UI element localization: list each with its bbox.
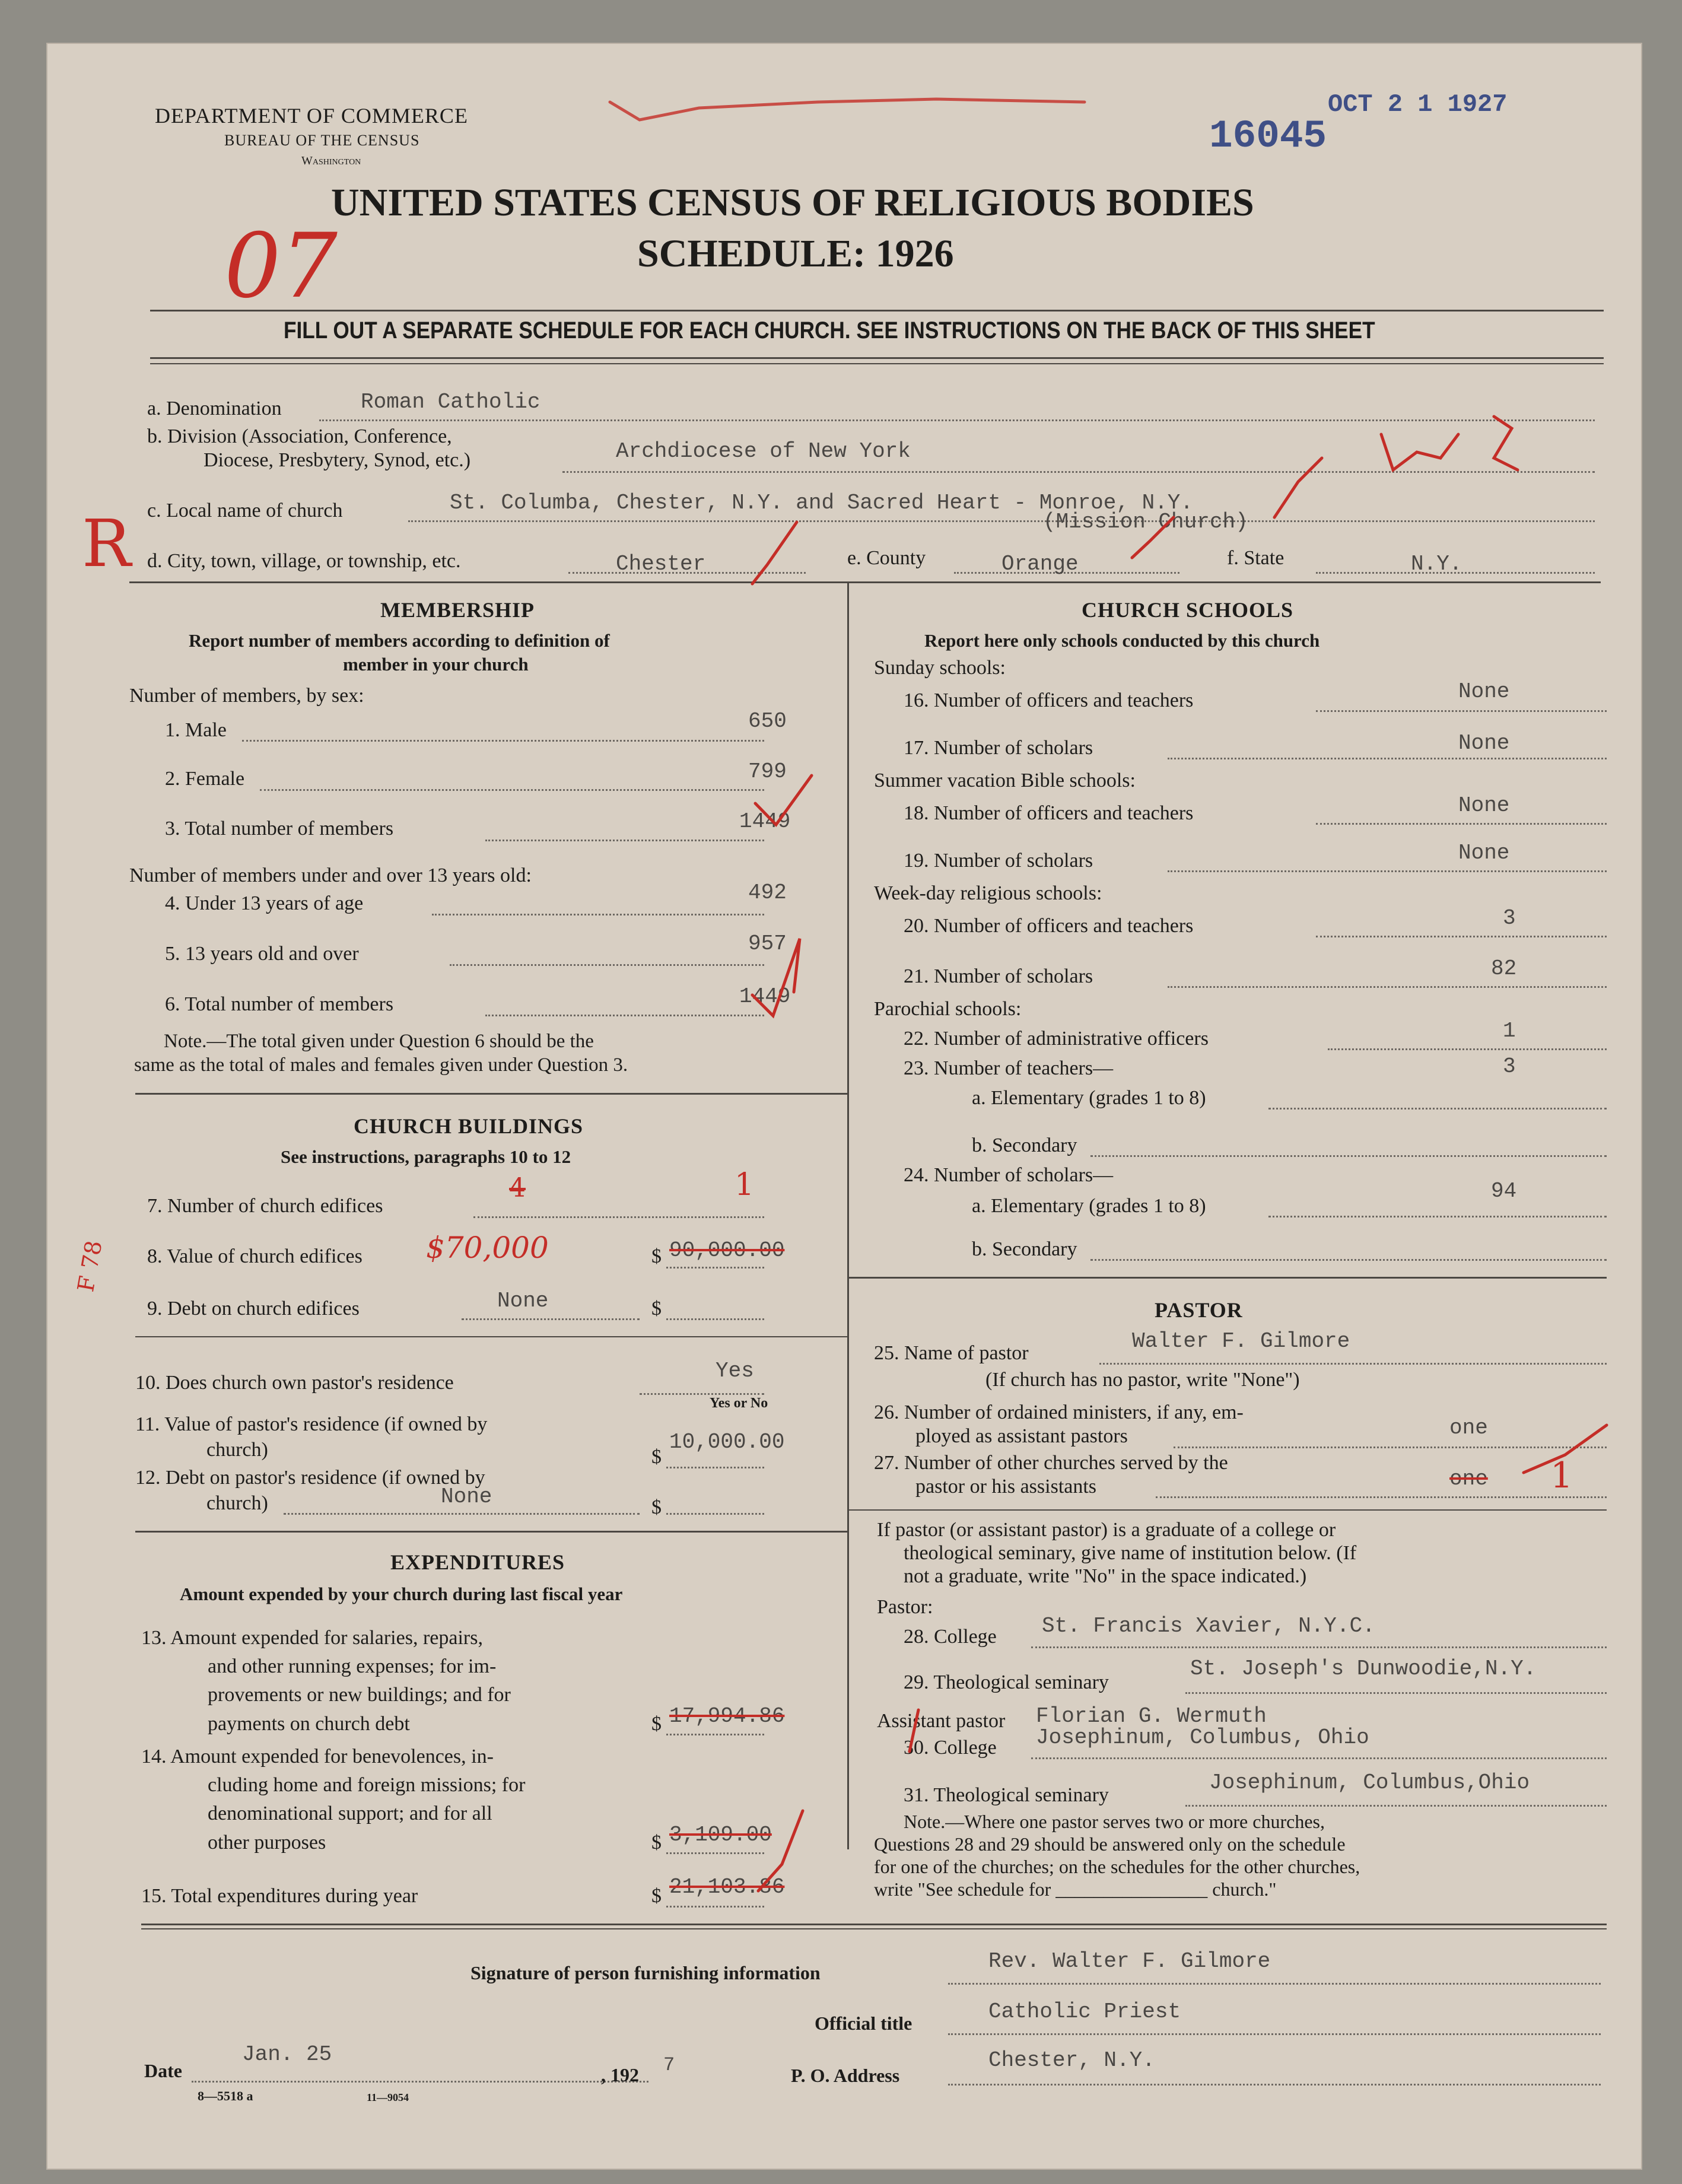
- margin-note-f78: F 78: [72, 1238, 107, 1294]
- q26-label-2: ployed as assistant pastors: [915, 1425, 1128, 1447]
- q29-value: St. Joseph's Dunwoodie,N.Y.: [1190, 1657, 1537, 1681]
- pastor-note-3: for one of the churches; on the schedules for the other churches,: [874, 1856, 1360, 1877]
- pastor-subheading: Pastor:: [877, 1596, 933, 1618]
- division-label-1: b. Division (Association, Conference,: [147, 425, 452, 447]
- q12-label-1: 12. Debt on pastor's residence (if owned by: [135, 1467, 485, 1489]
- q11-dollar: $: [651, 1446, 662, 1468]
- q7-label: 7. Number of church edifices: [147, 1195, 383, 1217]
- local-name-value-2: (Mission Church): [1043, 510, 1248, 534]
- q31-label: 31. Theological seminary: [904, 1784, 1109, 1806]
- q15-value: 21,103.86: [669, 1875, 785, 1899]
- expenditures-heading: EXPENDITURES: [390, 1550, 565, 1574]
- denomination-value: Roman Catholic: [361, 390, 540, 414]
- q10-hint: Yes or No: [710, 1395, 768, 1411]
- q14-label-1: 14. Amount expended for benevolences, in-: [141, 1746, 494, 1767]
- q22-label: 22. Number of administrative officers: [904, 1028, 1209, 1050]
- q6-value: 1449: [739, 984, 791, 1009]
- q16-value: None: [1458, 679, 1510, 704]
- q17-value: None: [1458, 731, 1510, 755]
- instruction-banner: FILL OUT A SEPARATE SCHEDULE FOR EACH CHURCH. SEE INSTRUCTIONS ON THE BACK OF THIS SHEET: [284, 317, 1375, 344]
- q9-dollar: $: [651, 1298, 662, 1320]
- q13-label-4: payments on church debt: [208, 1713, 410, 1735]
- handwritten-number: 07: [224, 215, 338, 318]
- q26-label-1: 26. Number of ordained ministers, if any, em-: [874, 1401, 1244, 1423]
- q4-value: 492: [748, 880, 787, 905]
- print-number: 11—9054: [367, 2091, 409, 2103]
- q11-label-2: church): [206, 1439, 268, 1461]
- official-title-value: Catholic Priest: [988, 1999, 1181, 2024]
- q24b-label: b. Secondary: [972, 1238, 1077, 1260]
- assistant-pastor-label: Assistant pastor: [877, 1710, 1006, 1732]
- q22-value: 1: [1503, 1019, 1516, 1043]
- sunday-schools-label: Sunday schools:: [874, 657, 1006, 679]
- county-value: Orange: [1001, 552, 1079, 576]
- q5-label: 5. 13 years old and over: [165, 943, 359, 965]
- q20-value: 3: [1503, 906, 1516, 930]
- pastor-note-4: write "See schedule for ________________ church.": [874, 1878, 1277, 1900]
- q28-label: 28. College: [904, 1626, 997, 1648]
- date-value: Jan. 25: [242, 2042, 332, 2067]
- graduate-note-1: If pastor (or assistant pastor) is a graduate of a college or: [877, 1519, 1336, 1541]
- graduate-note-3: not a graduate, write "No" in the space indicated.): [904, 1565, 1307, 1587]
- received-date-stamp: OCT 2 1 1927: [1328, 90, 1508, 119]
- q8-dollar: $: [651, 1245, 662, 1267]
- q17-label: 17. Number of scholars: [904, 737, 1093, 759]
- church-schools-heading: CHURCH SCHOOLS: [1082, 598, 1294, 622]
- membership-heading: MEMBERSHIP: [380, 598, 535, 622]
- q23-label: 23. Number of teachers—: [904, 1057, 1114, 1079]
- church-buildings-heading: CHURCH BUILDINGS: [354, 1114, 584, 1138]
- q10-value: Yes: [716, 1359, 754, 1383]
- q18-label: 18. Number of officers and teachers: [904, 802, 1194, 824]
- q14-label-2: cluding home and foreign missions; for: [208, 1774, 526, 1796]
- q13-label-1: 13. Amount expended for salaries, repairs,: [141, 1627, 483, 1649]
- q30-value: Josephinum, Columbus, Ohio: [1036, 1725, 1369, 1750]
- division-label-2: Diocese, Presbytery, Synod, etc.): [204, 449, 471, 471]
- q28-value: St. Francis Xavier, N.Y.C.: [1042, 1614, 1375, 1638]
- membership-note-1: Note.—The total given under Question 6 should be the: [164, 1031, 594, 1052]
- q27-label-2: pastor or his assistants: [915, 1476, 1097, 1498]
- q19-value: None: [1458, 841, 1510, 865]
- q18-value: None: [1458, 793, 1510, 818]
- q13-dollar: $: [651, 1713, 662, 1735]
- q20-label: 20. Number of officers and teachers: [904, 915, 1194, 937]
- local-name-value: St. Columba, Chester, N.Y. and Sacred Heart - Monroe, N.Y.: [450, 491, 1194, 515]
- q24-label: 24. Number of scholars—: [904, 1164, 1114, 1186]
- graduate-note-2: theological seminary, give name of institution below. (If: [904, 1542, 1357, 1564]
- q12-value: None: [441, 1484, 492, 1509]
- summer-schools-label: Summer vacation Bible schools:: [874, 770, 1136, 791]
- q14-label-3: denominational support; and for all: [208, 1802, 492, 1824]
- q25-label: 25. Name of pastor: [874, 1342, 1029, 1364]
- schedule-title: SCHEDULE: 1926: [637, 232, 954, 275]
- q15-label: 15. Total expenditures during year: [141, 1885, 418, 1907]
- date-label: Date: [144, 2060, 182, 2081]
- local-name-label: c. Local name of church: [147, 500, 343, 522]
- q23a-label: a. Elementary (grades 1 to 8): [972, 1087, 1206, 1109]
- q26-value: one: [1449, 1416, 1488, 1440]
- membership-note-2: same as the total of males and females given under Question 3.: [134, 1054, 628, 1076]
- membership-subtitle-1: Report number of members according to definition of: [189, 630, 610, 651]
- q14-value: 3,109.00: [669, 1823, 772, 1847]
- q7-old-value: 4: [509, 1173, 526, 1203]
- city-town-value: Chester: [616, 552, 706, 576]
- q11-label-1: 11. Value of pastor's residence (if owned by: [135, 1413, 488, 1435]
- margin-mark-r: R: [82, 506, 131, 581]
- pastor-heading: PASTOR: [1155, 1298, 1243, 1322]
- members-by-sex-label: Number of members, by sex:: [129, 685, 364, 707]
- q1-label: 1. Male: [165, 719, 227, 741]
- q3-label: 3. Total number of members: [165, 818, 394, 840]
- state-value: N.Y.: [1411, 552, 1462, 576]
- county-label: e. County: [847, 547, 926, 569]
- denomination-label: a. Denomination: [147, 398, 282, 419]
- pencil-check-marks: [46, 43, 1642, 2170]
- year-value: 7: [663, 2054, 675, 2076]
- state-label: f. State: [1227, 547, 1284, 569]
- city-label: Washington: [301, 154, 361, 167]
- q14-label-4: other purposes: [208, 1832, 326, 1854]
- expenditures-subtitle: Amount expended by your church during last fiscal year: [180, 1584, 623, 1604]
- form-number: 8—5518 a: [198, 2088, 253, 2103]
- q1-value: 650: [748, 709, 787, 733]
- pastor-note-2: Questions 28 and 29 should be answered only on the schedule: [874, 1833, 1346, 1855]
- q3-value: 1449: [739, 809, 791, 834]
- church-schools-subtitle: Report here only schools conducted by this church: [924, 630, 1320, 651]
- q6-label: 6. Total number of members: [165, 993, 394, 1015]
- po-address-value: Chester, N.Y.: [988, 2048, 1155, 2072]
- q12-dollar: $: [651, 1496, 662, 1518]
- church-buildings-subtitle: See instructions, paragraphs 10 to 12: [281, 1146, 571, 1167]
- q16-label: 16. Number of officers and teachers: [904, 689, 1194, 711]
- q4-label: 4. Under 13 years of age: [165, 892, 364, 914]
- q8-handwritten-value: $70,000: [426, 1231, 549, 1265]
- q9-label: 9. Debt on church edifices: [147, 1298, 360, 1320]
- official-title-label: Official title: [815, 2013, 912, 2034]
- q13-value: 17,994.86: [669, 1704, 785, 1728]
- q5-value: 957: [748, 932, 787, 956]
- q27-label-1: 27. Number of other churches served by the: [874, 1452, 1228, 1474]
- q23b-label: b. Secondary: [972, 1134, 1077, 1156]
- q19-label: 19. Number of scholars: [904, 850, 1093, 872]
- q8-label: 8. Value of church edifices: [147, 1245, 363, 1267]
- q8-old-value: 90,000.00: [669, 1238, 785, 1263]
- q27-new-value: 1: [1550, 1455, 1573, 1496]
- q15-dollar: $: [651, 1885, 662, 1907]
- q7-new-value: 1: [735, 1167, 755, 1203]
- q30-label: 30. College: [904, 1737, 997, 1759]
- census-schedule-sheet: [46, 43, 1642, 2170]
- file-number-stamp: 16045: [1209, 114, 1327, 158]
- division-value: Archdiocese of New York: [616, 439, 911, 463]
- pastor-note-1: Note.—Where one pastor serves two or more churches,: [904, 1811, 1325, 1832]
- city-town-label: d. City, town, village, or township, etc.: [147, 550, 461, 572]
- parochial-schools-label: Parochial schools:: [874, 998, 1022, 1020]
- q13-label-2: and other running expenses; for im-: [208, 1655, 497, 1677]
- q23-value: 3: [1503, 1054, 1516, 1079]
- q12-label-2: church): [206, 1492, 268, 1514]
- q21-label: 21. Number of scholars: [904, 965, 1093, 987]
- q21-value: 82: [1491, 956, 1517, 981]
- q25-value: Walter F. Gilmore: [1132, 1329, 1350, 1353]
- q10-label: 10. Does church own pastor's residence: [135, 1372, 454, 1394]
- q14-dollar: $: [651, 1832, 662, 1854]
- form-title: UNITED STATES CENSUS OF RELIGIOUS BODIES: [331, 181, 1254, 224]
- year-prefix-label: , 192: [601, 2064, 639, 2086]
- q31-value: Josephinum, Columbus,Ohio: [1209, 1770, 1530, 1795]
- bureau-label: BUREAU OF THE CENSUS: [224, 132, 420, 149]
- signature-value: Rev. Walter F. Gilmore: [988, 1949, 1271, 1973]
- q27-old-value: one: [1449, 1467, 1488, 1491]
- weekday-schools-label: Week-day religious schools:: [874, 882, 1102, 904]
- department-label: DEPARTMENT OF COMMERCE: [155, 104, 468, 128]
- q9-value: None: [497, 1289, 549, 1313]
- q24a-label: a. Elementary (grades 1 to 8): [972, 1195, 1206, 1217]
- q2-value: 799: [748, 759, 787, 784]
- q24a-value: 94: [1491, 1179, 1517, 1203]
- age-members-label: Number of members under and over 13 years old:: [129, 864, 532, 886]
- signature-label: Signature of person furnishing information: [470, 1962, 821, 1983]
- q2-label: 2. Female: [165, 768, 245, 790]
- q25-hint: (If church has no pastor, write "None"): [985, 1369, 1300, 1391]
- q13-label-3: provements or new buildings; and for: [208, 1684, 511, 1706]
- q29-label: 29. Theological seminary: [904, 1671, 1109, 1693]
- membership-subtitle-2: member in your church: [343, 654, 529, 675]
- po-address-label: P. O. Address: [791, 2065, 900, 2086]
- q11-value: 10,000.00: [669, 1430, 785, 1454]
- assistant-pastor-value: Florian G. Wermuth: [1036, 1704, 1267, 1728]
